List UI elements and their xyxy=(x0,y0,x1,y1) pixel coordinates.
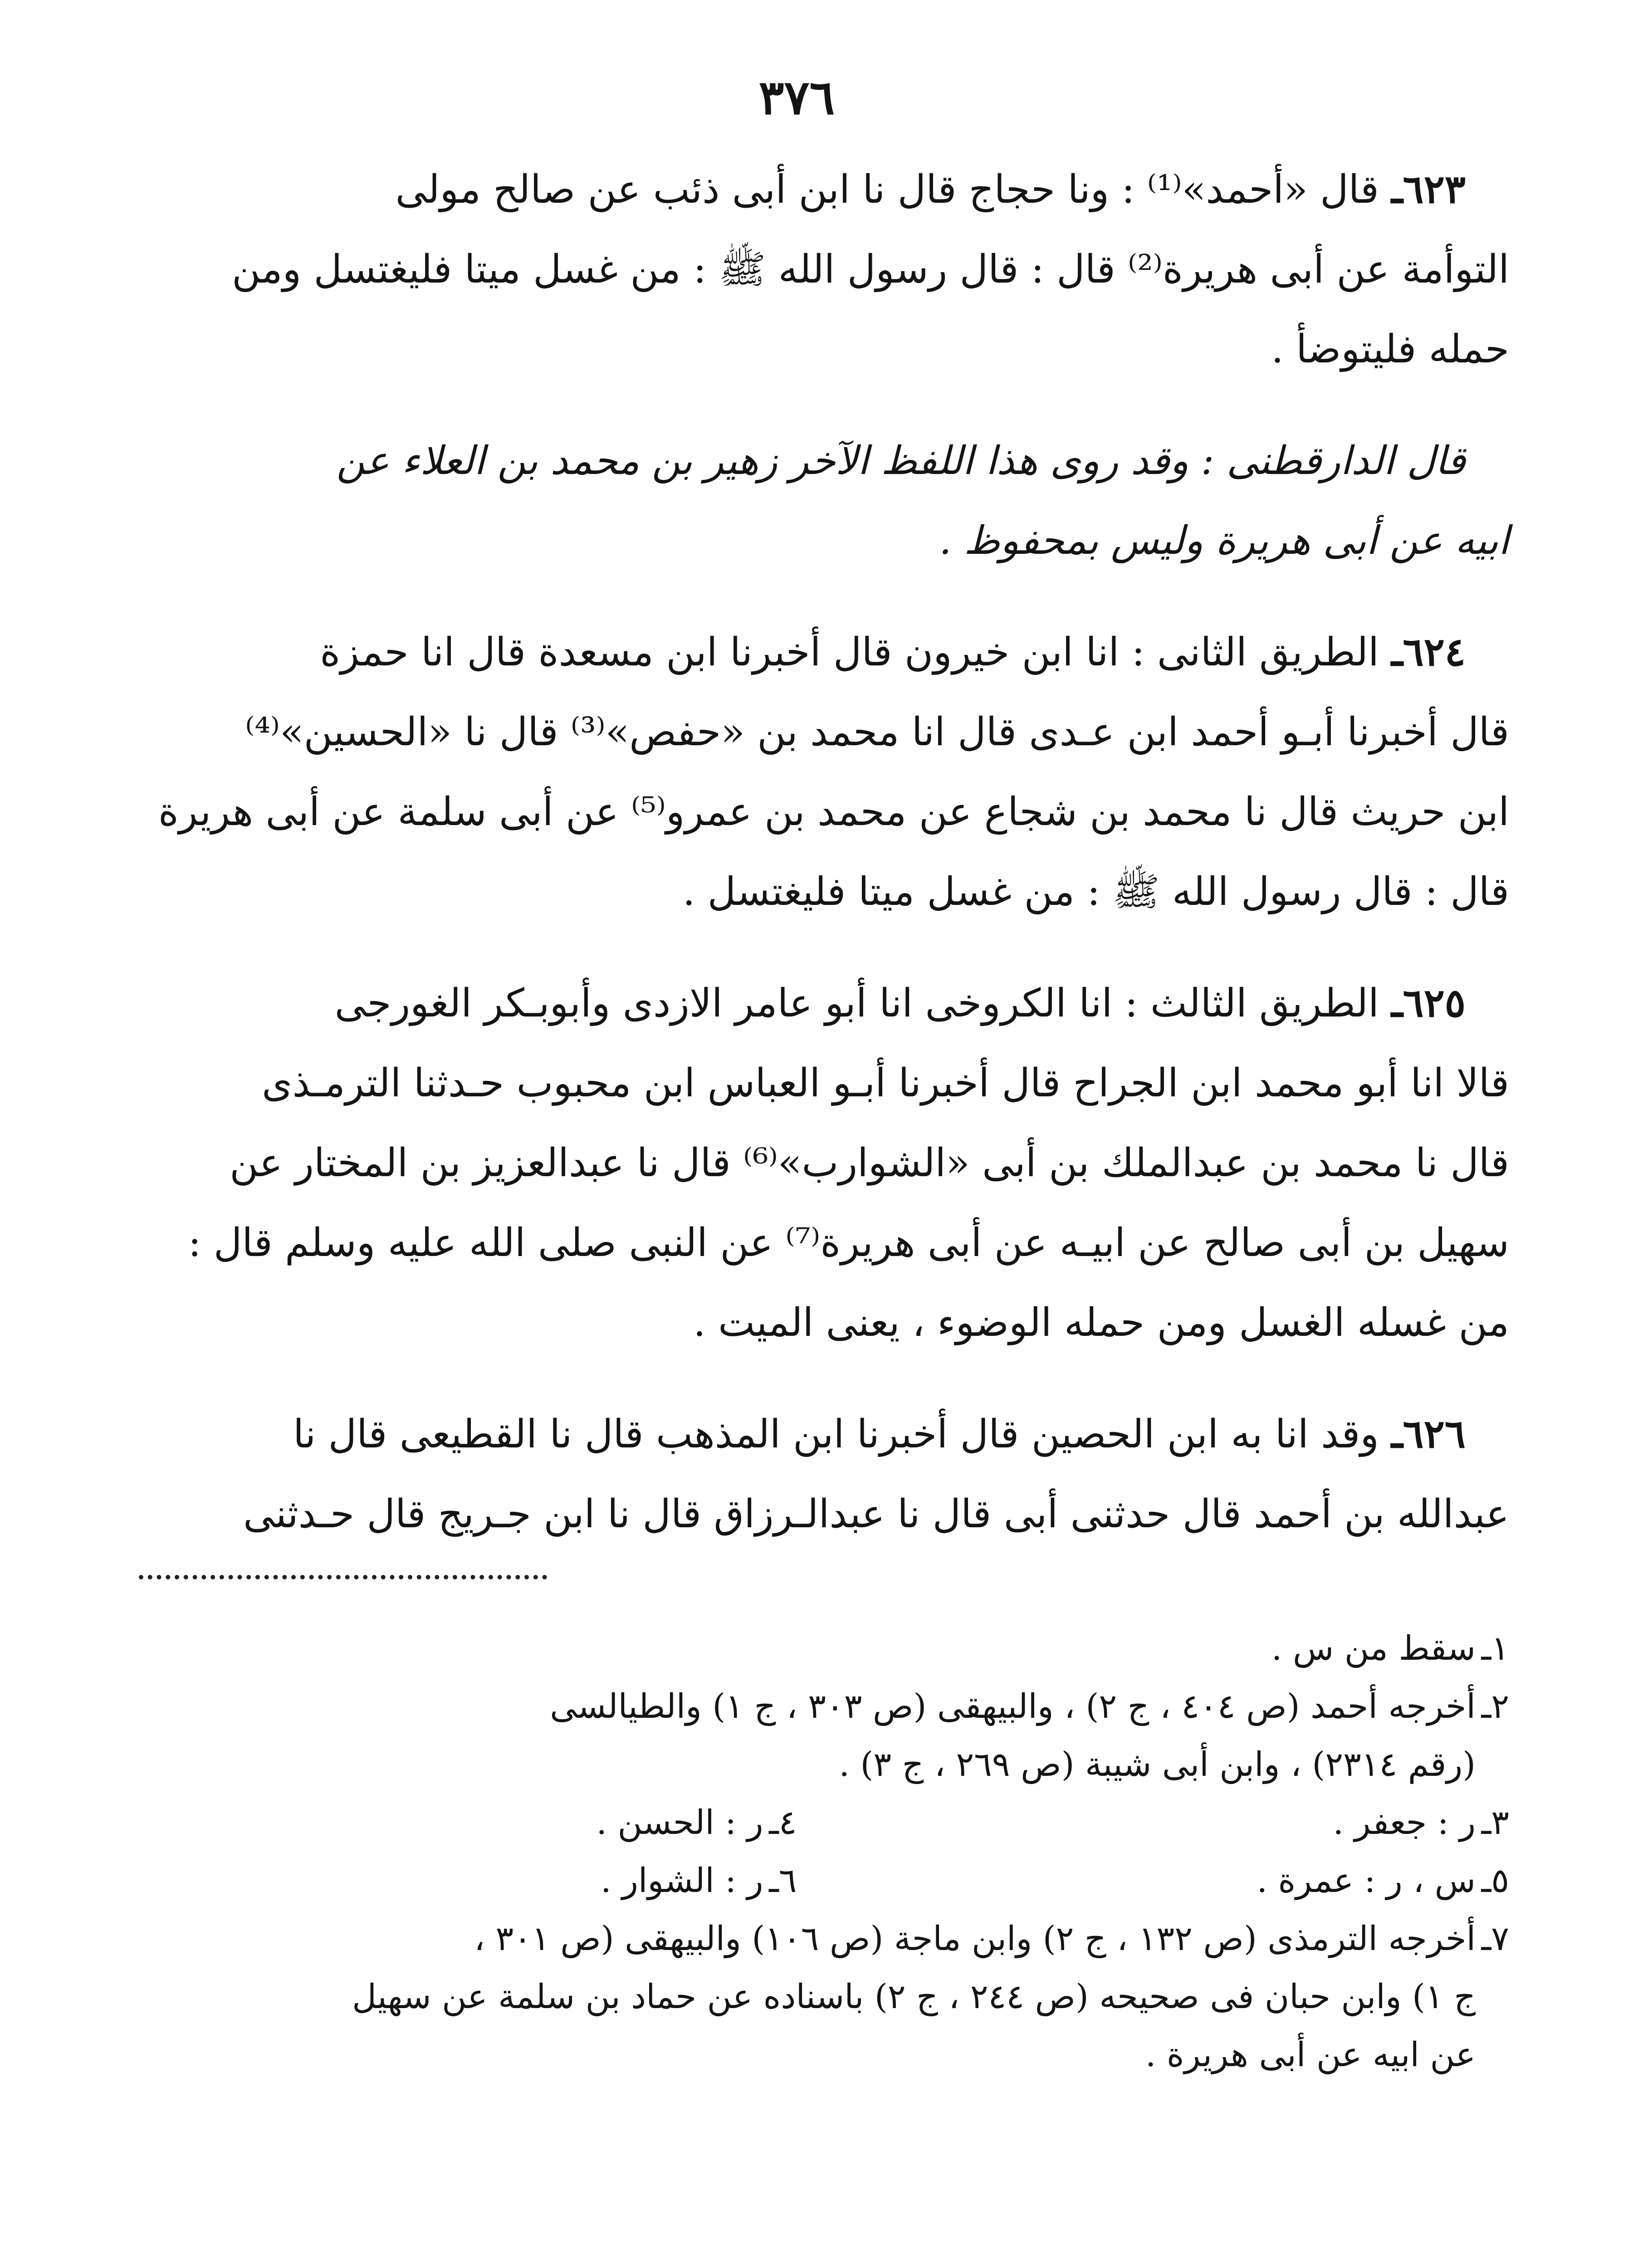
text-line xyxy=(84,1394,1509,1474)
footnote-number: ٢ـ xyxy=(1481,1687,1509,1726)
footnote-number: ١ـ xyxy=(1481,1629,1509,1668)
footnote-1 xyxy=(84,1619,1509,1677)
paragraph-625 xyxy=(84,963,1509,1363)
footnote-text: سقط من س . xyxy=(1271,1629,1476,1668)
page-number: ٣٧٦ xyxy=(758,69,835,125)
footnote-line: أخرجه أحمد (ص ٤٠٤ ، ج ٢) ، والبيهقى (ص ٣٠٣ ، ج ١) والطيالسى xyxy=(550,1687,1476,1726)
footnote-4 xyxy=(84,1794,797,1852)
text-line: التوأمة عن أبى هريرة⁽²⁾ قال : قال رسول الله ﷺ : من غسل ميتا فليغتسل ومن xyxy=(232,247,1509,292)
footnotes xyxy=(84,1619,1509,2084)
footnote-number: ٤ـ xyxy=(769,1803,797,1842)
footnote-number: ٥ـ xyxy=(1481,1861,1509,1900)
text-line xyxy=(84,612,1509,692)
text-line: من غسله الغسل ومن حمله الوضوء ، يعنى الميت . xyxy=(693,1300,1509,1345)
footnote-text xyxy=(84,1677,1476,1794)
text-line: قال : قال رسول الله ﷺ : من غسل ميتا فليغتسل . xyxy=(683,869,1509,914)
footnote-text xyxy=(84,1910,1476,2084)
footnote-row-5-6 xyxy=(84,1852,1509,1910)
text-line: عبدالله بن أحمد قال حدثنى أبى قال نا عبدالـرزاق قال نا ابن جـريج قال حـدثنى xyxy=(243,1491,1509,1537)
footnote-5 xyxy=(797,1852,1510,1910)
text-line: ابيه عن أبى هريرة وليس بمحفوظ . xyxy=(939,518,1509,563)
footnote-text: ر : الحسن . xyxy=(596,1803,763,1842)
paragraph-daraqutni-note xyxy=(84,421,1509,581)
text-line: حمله فليتوضأ . xyxy=(1271,327,1509,372)
footnote-number: ٣ـ xyxy=(1481,1803,1509,1842)
footnote-7 xyxy=(84,1910,1509,2084)
footnote-number: ٦ـ xyxy=(769,1861,797,1900)
line-text: الطريق الثالث : انا الكروخى انا أبو عامر الازدى وأبوبـكر الغورجى xyxy=(334,981,1379,1026)
footnote-line: (رقم ٢٣١٤) ، وابن أبى شيبة (ص ٢٦٩ ، ج ٣) . xyxy=(839,1745,1476,1784)
text-line xyxy=(84,150,1509,230)
paragraph-number: ٦٢٥ـ xyxy=(1391,980,1466,1026)
footnote-row-3-4 xyxy=(84,1794,1509,1852)
footnote-separator-wrap xyxy=(84,1575,1509,1593)
footnote-text: ر : الشوار . xyxy=(601,1861,763,1900)
footnote-text: س ، ر : عمرة . xyxy=(1257,1861,1476,1900)
footnote-line: أخرجه الترمذى (ص ١٣٢ ، ج ٢) وابن ماجة (ص ١٠٦) والبيهقى (ص ٣٠١ ، xyxy=(474,1919,1476,1958)
paragraph-number: ٦٢٤ـ xyxy=(1391,629,1466,675)
text-line: قال أخبرنا أبـو أحمد ابن عـدى قال انا محمد بن «حفص»⁽³⁾ قال نا «الحسين»⁽⁴⁾ xyxy=(245,709,1509,755)
paragraph-626 xyxy=(84,1394,1509,1554)
text-line: ابن حريث قال نا محمد بن شجاع عن محمد بن عمرو⁽⁵⁾ عن أبى سلمة عن أبى هريرة xyxy=(158,789,1509,835)
footnote-6 xyxy=(84,1852,797,1910)
line-text: قال «أحمد»⁽¹⁾ : ونا حجاج قال نا ابن أبى ذئب عن صالح مولى xyxy=(395,167,1379,212)
text-line: سهيل بن أبى صالح عن ابيـه عن أبى هريرة⁽⁷⁾ عن النبى صلى الله عليه وسلم قال : xyxy=(188,1220,1509,1266)
paragraph-623 xyxy=(84,150,1509,389)
paragraph-number: ٦٢٦ـ xyxy=(1391,1411,1466,1457)
text-line xyxy=(84,963,1509,1043)
text-line: قال الدارقطنى : وقد روى هذا اللفظ الآخر زهير بن محمد بن العلاء عن xyxy=(336,438,1466,484)
footnote-separator xyxy=(139,1575,547,1579)
footnote-3 xyxy=(797,1794,1510,1852)
line-text: الطريق الثانى : انا ابن خيرون قال أخبرنا ابن مسعدة قال انا حمزة xyxy=(320,630,1379,675)
footnote-2 xyxy=(84,1677,1509,1794)
line-text: وقد انا به ابن الحصين قال أخبرنا ابن المذهب قال نا القطيعى قال نا xyxy=(293,1412,1379,1457)
footnote-line: ج ١) وابن حبان فى صحيحه (ص ٢٤٤ ، ج ٢) باسناده عن حماد بن سلمة عن سهيل xyxy=(352,1977,1476,2016)
text-line: قالا انا أبو محمد ابن الجراح قال أخبرنا أبـو العباس ابن محبوب حـدثنا الترمـذى xyxy=(262,1061,1509,1106)
paragraph-number: ٦٢٣ـ xyxy=(1391,166,1466,212)
paragraph-624 xyxy=(84,612,1509,932)
footnote-number: ٧ـ xyxy=(1481,1919,1509,1958)
text-line: قال نا محمد بن عبدالملك بن أبى «الشوارب»⁽⁶⁾ قال نا عبدالعزيز بن المختار عن xyxy=(230,1140,1509,1186)
footnote-line: عن ابيه عن أبى هريرة . xyxy=(1145,2035,1476,2074)
footnote-text: ر : جعفر . xyxy=(1333,1803,1476,1842)
